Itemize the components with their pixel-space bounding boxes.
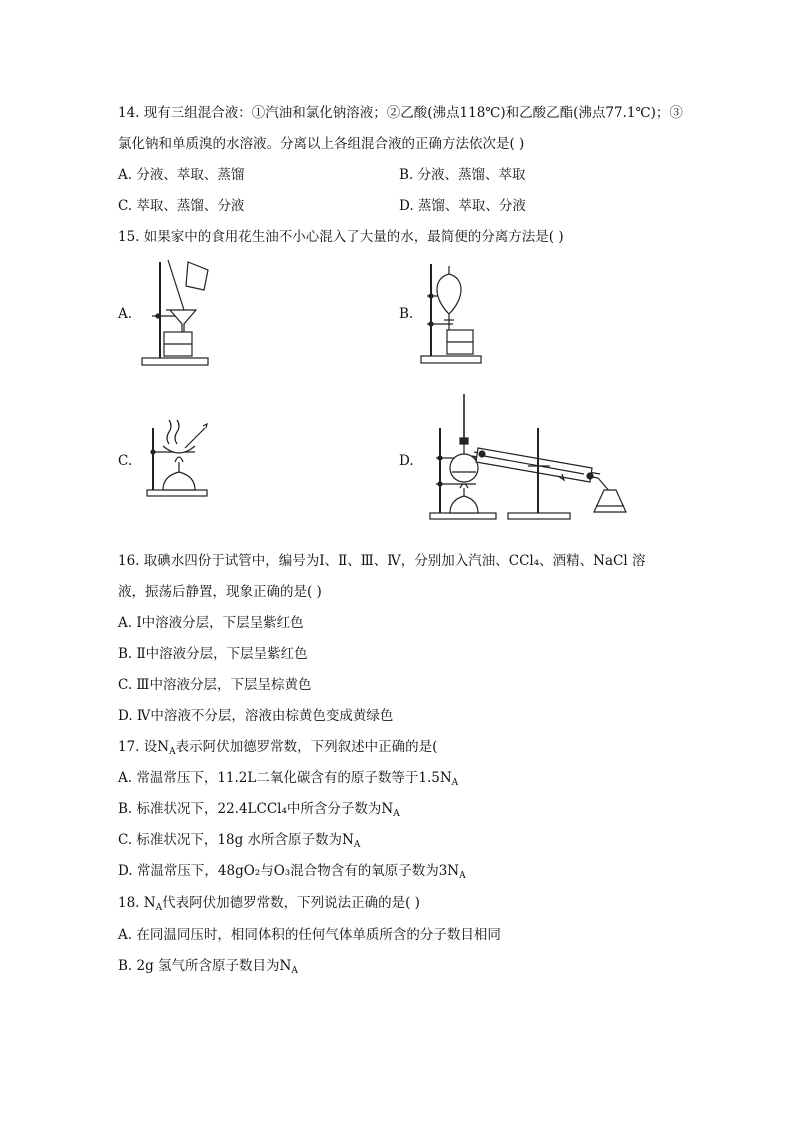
filtration-apparatus-figure (138, 258, 218, 368)
q17-stem: 17. 设$N_A$表示阿伏加德罗常数，下列叙述中正确的是( (118, 739, 438, 757)
q15-label-d: D. (399, 453, 414, 469)
q17-option-a: A. 常温常压下，11.2L二氧化碳含有的原子数等于$1.5N_A$ (118, 770, 459, 788)
q16-stem-line2: 液，振荡后静置，现象正确的是( ) (118, 584, 322, 600)
q18-option-b: B. 2g 氢气所含原子数目为$N_A$ (118, 958, 298, 976)
q16-option-d: D. Ⅳ中溶液不分层，溶液由棕黄色变成黄绿色 (118, 708, 394, 724)
q14-option-c: C. 萃取、蒸馏、分液 (118, 198, 245, 214)
q18-option-a: A. 在同温同压时，相同体积的任何气体单质所含的分子数目相同 (118, 927, 501, 943)
q14-stem-line1: 14. 现有三组混合液：①汽油和氯化钠溶液；②乙酸(沸点118℃)和乙酸乙酯(沸点77.1℃)；③ (118, 105, 683, 121)
q15-label-a: A. (118, 306, 133, 322)
q17-option-b: B. 标准状况下，22.4LCCl₄中所含分子数为$N_A$ (118, 801, 400, 819)
evaporation-apparatus-figure (145, 418, 215, 498)
q18-stem: 18. $N_A$代表阿伏加德罗常数，下列说法正确的是( ) (118, 895, 420, 913)
q14-option-a: A. 分液、萃取、蒸馏 (118, 167, 245, 183)
q16-stem-line1: 16. 取碘水四份于试管中，编号为Ⅰ、Ⅱ、Ⅲ、Ⅳ，分别加入汽油、CCl₄、酒精、NaCl 溶 (118, 553, 646, 569)
separatory-funnel-figure (419, 262, 489, 366)
q15-label-c: C. (118, 453, 133, 469)
q16-option-b: B. Ⅱ中溶液分层，下层呈紫红色 (118, 646, 308, 662)
q17-option-d: D. 常温常压下，48gO₂与O₃混合物含有的氧原子数为$3N_A$ (118, 863, 466, 881)
distillation-apparatus-figure (428, 392, 634, 522)
q14-stem-line2: 氯化钠和单质溴的水溶液。分离以上各组混合液的正确方法依次是( ) (118, 136, 525, 152)
q16-option-a: A. Ⅰ中溶液分层，下层呈紫红色 (118, 615, 304, 631)
q15-label-b: B. (399, 306, 414, 322)
q14-option-d: D. 蒸馏、萃取、分液 (399, 198, 526, 214)
q17-option-c: C. 标准状况下，18g 水所含原子数为$N_A$ (118, 832, 361, 850)
q16-option-c: C. Ⅲ中溶液分层，下层呈棕黄色 (118, 677, 312, 693)
q15-stem: 15. 如果家中的食用花生油不小心混入了大量的水，最简便的分离方法是( ) (118, 229, 564, 245)
q14-option-b: B. 分液、蒸馏、萃取 (399, 167, 526, 183)
